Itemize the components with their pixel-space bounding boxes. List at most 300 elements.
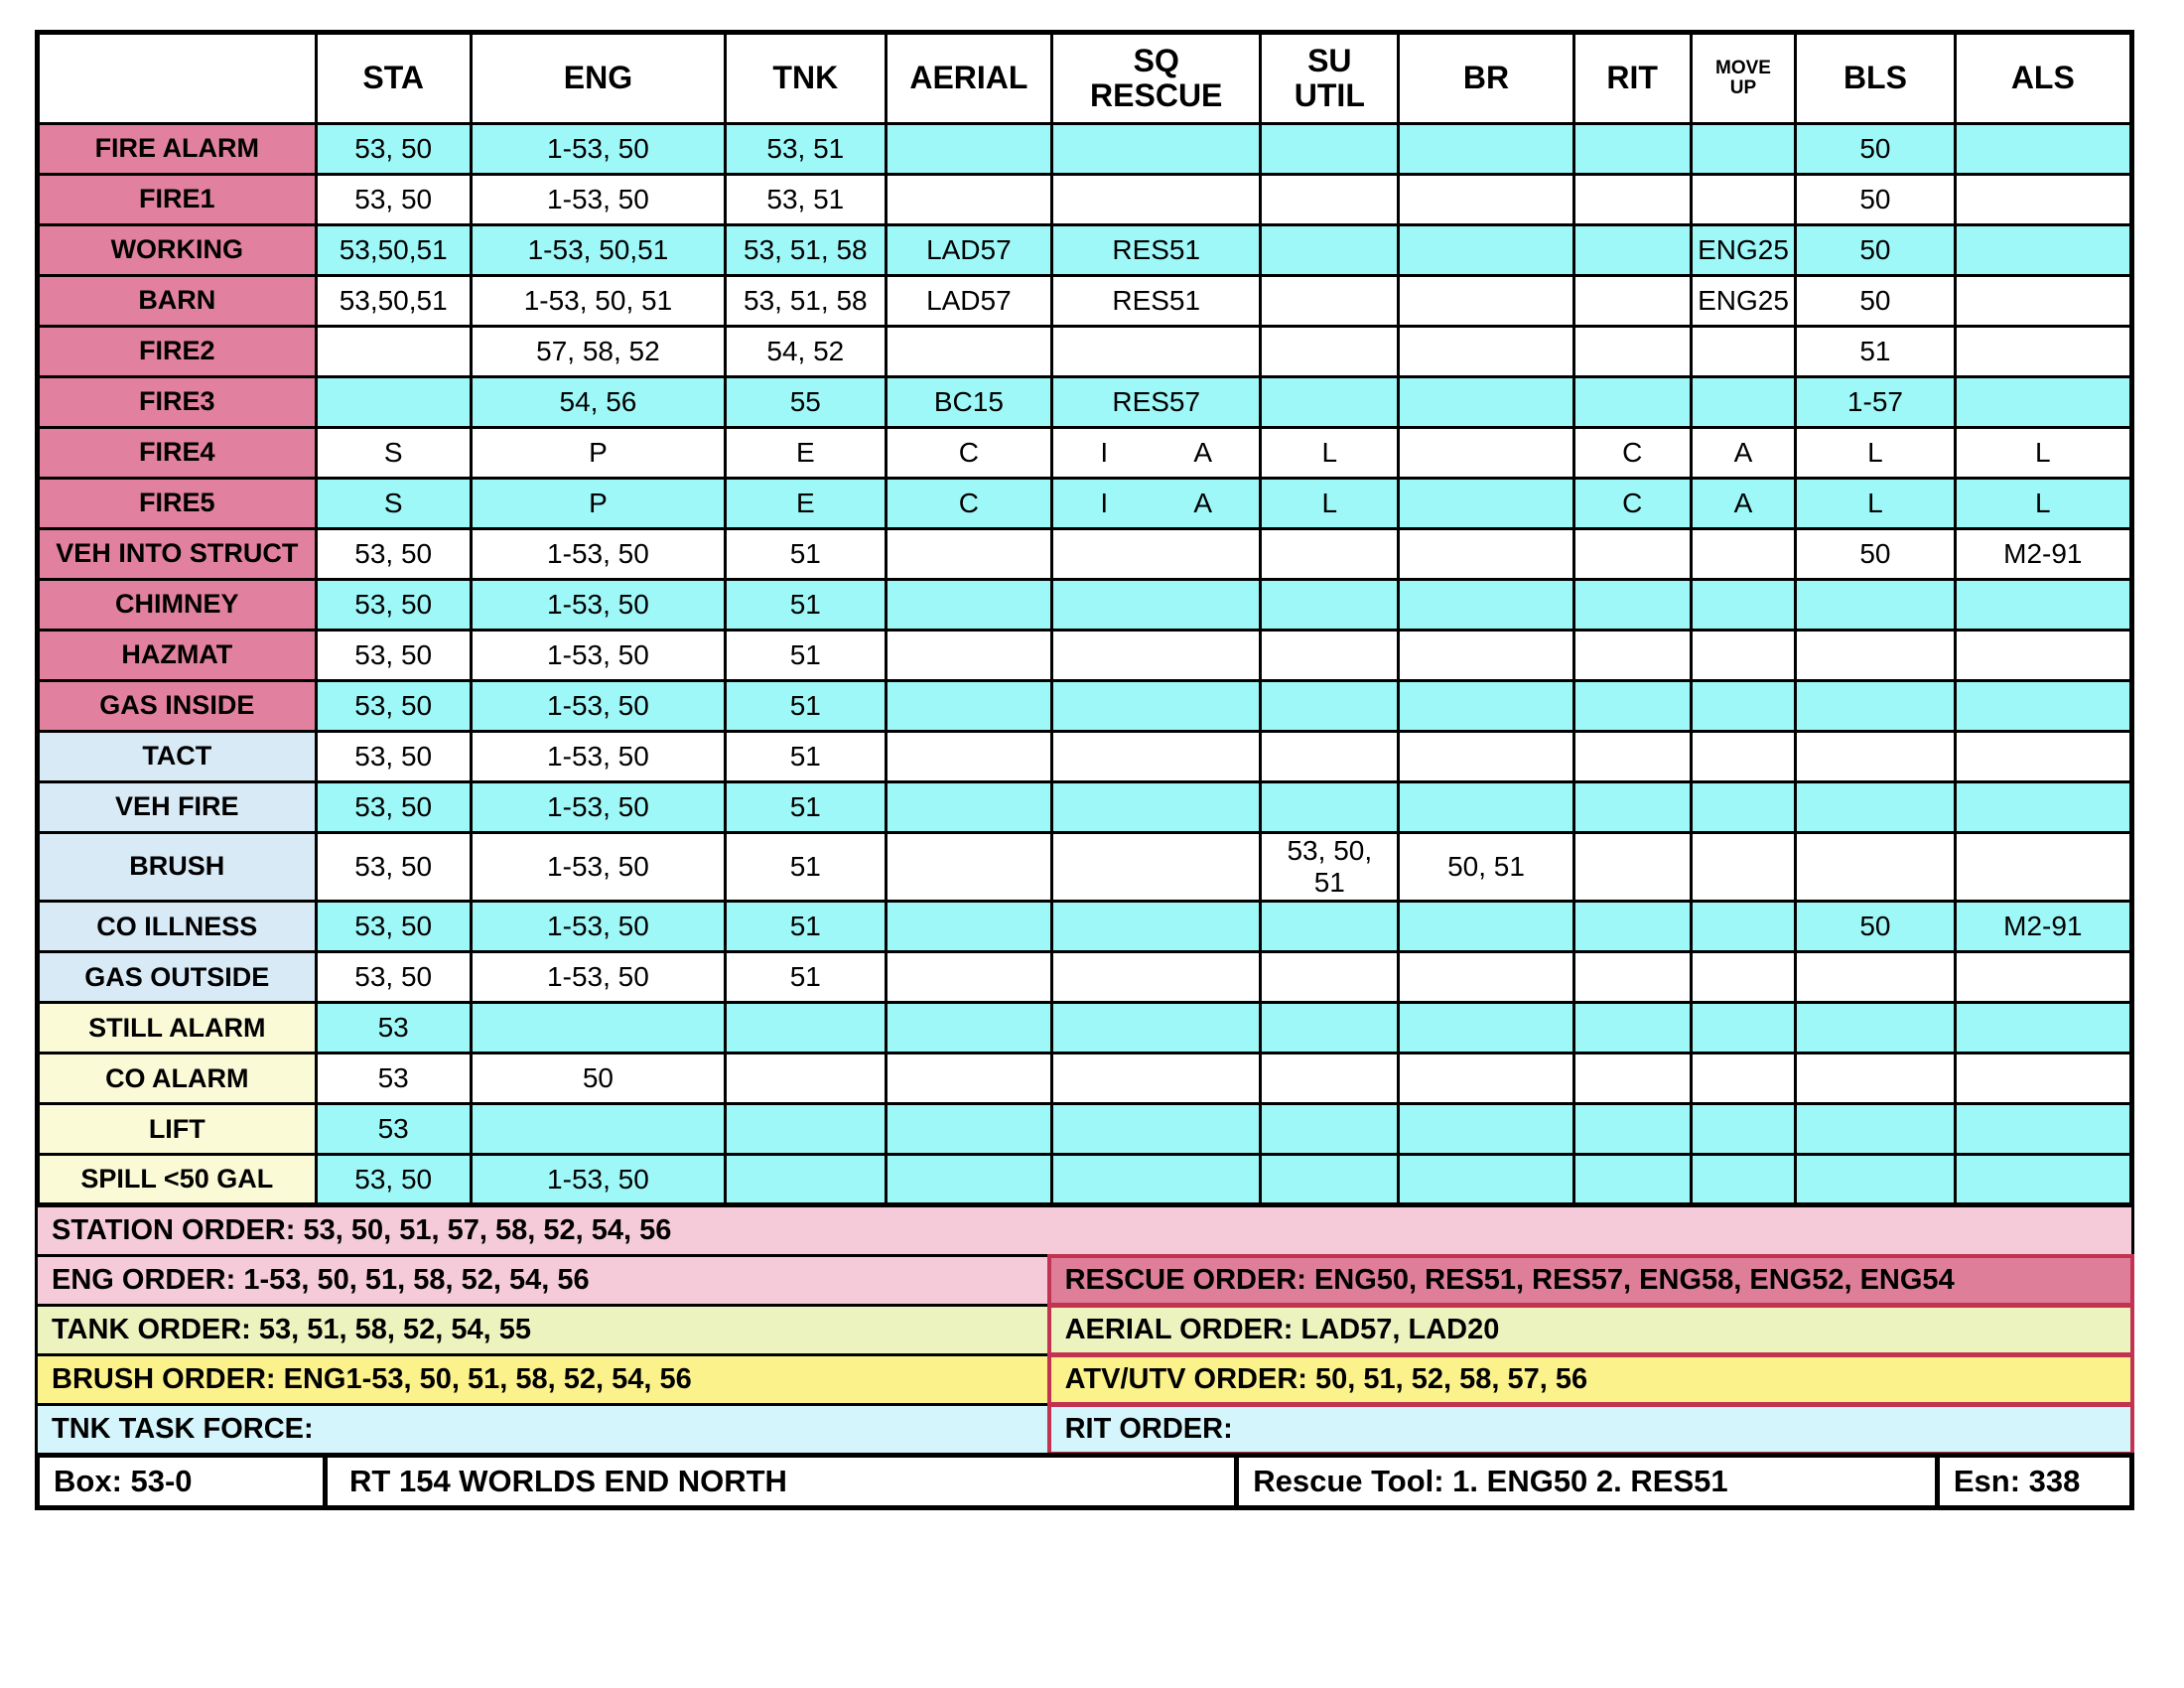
cell-value: 51: [789, 537, 821, 569]
cell-barn-aerial: [886, 276, 1052, 327]
cell-gas-inside-tnk: [726, 681, 886, 732]
cell-gas-outside-rit: [1573, 952, 1691, 1003]
cell-value: P: [589, 487, 608, 518]
cell-fire4-als: [1955, 428, 2131, 479]
cell-letter: I: [1100, 487, 1109, 518]
cell-value: L: [1321, 436, 1338, 468]
brush-order-cell: BRUSH ORDER: ENG1-53, 50, 51, 58, 52, 54, 56: [35, 1353, 1050, 1406]
cell-co-alarm-bls: [1796, 1054, 1955, 1104]
row-gas-outside: [38, 952, 2132, 1003]
cell-working-su-util: [1261, 225, 1399, 276]
cell-value: 50: [1859, 284, 1891, 316]
cell-spill-50-gal-rit: [1573, 1155, 1691, 1205]
cell-value: C: [958, 487, 979, 518]
cell-working-sq-rescue: [1052, 225, 1261, 276]
cell-tact-moveup: [1691, 732, 1796, 782]
cell-gas-inside-rit: [1573, 681, 1691, 732]
cell-lift-moveup: [1691, 1104, 1796, 1155]
cell-tact-tnk: [726, 732, 886, 782]
cell-working-als: [1955, 225, 2131, 276]
cell-fire1-tnk: [726, 175, 886, 225]
cell-gas-inside-br: [1399, 681, 1573, 732]
cell-gas-inside-sq-rescue: [1052, 681, 1261, 732]
cell-fire3-eng: [471, 377, 725, 428]
cell-value: 53: [377, 1113, 409, 1145]
row-label-spill-50-gal: SPILL <50 GAL: [38, 1155, 317, 1205]
cell-chimney-sq-rescue: [1052, 580, 1261, 631]
cell-lift-sta: [316, 1104, 471, 1155]
cell-barn-moveup: [1691, 276, 1796, 327]
cell-spill-50-gal-eng: [471, 1155, 725, 1205]
box-number: Box: 53-0: [35, 1453, 328, 1510]
cell-value: L: [1867, 487, 1883, 518]
cell-fire4-bls: [1796, 428, 1955, 479]
cell-working-br: [1399, 225, 1573, 276]
cell-co-alarm-sta: [316, 1054, 471, 1104]
cell-brush-als: [1955, 833, 2131, 902]
cell-fire1-br: [1399, 175, 1573, 225]
cell-value: LAD57: [926, 233, 1012, 265]
cell-gas-outside-su-util: [1261, 952, 1399, 1003]
row-label-fire3: FIRE3: [38, 377, 317, 428]
tank-order-cell: TANK ORDER: 53, 51, 58, 52, 54, 55: [35, 1304, 1050, 1356]
cell-value: 51: [789, 740, 821, 772]
cell-letter: A: [1193, 487, 1213, 518]
cell-value: 53, 50: [354, 851, 433, 883]
cell-co-alarm-als: [1955, 1054, 2131, 1104]
row-label-still-alarm: STILL ALARM: [38, 1003, 317, 1054]
row-label-hazmat: HAZMAT: [38, 631, 317, 681]
column-header-label: RIT: [1606, 60, 1658, 96]
cell-brush-bls: [1796, 833, 1955, 902]
cell-working-tnk: [726, 225, 886, 276]
cell-tact-bls: [1796, 732, 1955, 782]
cell-fire5-sta: [316, 479, 471, 529]
column-header-su-util: [1261, 33, 1399, 124]
cell-fire4-su-util: [1261, 428, 1399, 479]
cell-veh-into-struct-aerial: [886, 529, 1052, 580]
row-label-barn: BARN: [38, 276, 317, 327]
cell-fire3-moveup: [1691, 377, 1796, 428]
cell-value: L: [2035, 436, 2051, 468]
cell-gas-outside-bls: [1796, 952, 1955, 1003]
column-header-label: ENG: [563, 60, 633, 96]
cell-still-alarm-br: [1399, 1003, 1573, 1054]
cell-fire-alarm-rit: [1573, 124, 1691, 175]
cell-hazmat-eng: [471, 631, 725, 681]
cell-value: 1-53, 50: [547, 537, 649, 569]
cell-tact-su-util: [1261, 732, 1399, 782]
cell-veh-into-struct-moveup: [1691, 529, 1796, 580]
cell-chimney-bls: [1796, 580, 1955, 631]
row-chimney: [38, 580, 2132, 631]
rescue-order-cell: RESCUE ORDER: ENG50, RES51, RES57, ENG58, ENG52, ENG54: [1047, 1254, 2134, 1307]
cell-tact-als: [1955, 732, 2131, 782]
rescue-tool: Rescue Tool: 1. ENG50 2. RES51: [1234, 1453, 1940, 1510]
cell-still-alarm-su-util: [1261, 1003, 1399, 1054]
cell-co-illness-sq-rescue: [1052, 902, 1261, 952]
cell-value: 1-53, 50: [547, 183, 649, 214]
cell-fire1-aerial: [886, 175, 1052, 225]
column-header-label: STA: [362, 60, 424, 96]
column-header-label: SU UTIL: [1294, 42, 1365, 113]
cell-fire-alarm-su-util: [1261, 124, 1399, 175]
cell-fire4-eng: [471, 428, 725, 479]
cell-fire4-sq-rescue: [1052, 428, 1261, 479]
cell-working-sta: [316, 225, 471, 276]
cell-value: 51: [789, 588, 821, 620]
row-label-fire2: FIRE2: [38, 327, 317, 377]
cell-co-illness-eng: [471, 902, 725, 952]
cell-fire1-su-util: [1261, 175, 1399, 225]
cell-gas-outside-sta: [316, 952, 471, 1003]
cell-veh-fire-su-util: [1261, 782, 1399, 833]
cell-value: E: [795, 487, 815, 518]
cell-fire5-su-util: [1261, 479, 1399, 529]
atv-utv-order-cell: ATV/UTV ORDER: 50, 51, 52, 58, 57, 56: [1047, 1353, 2134, 1406]
cell-value: 51: [789, 911, 821, 942]
cell-still-alarm-tnk: [726, 1003, 886, 1054]
cell-co-illness-sta: [316, 902, 471, 952]
row-co-illness: [38, 902, 2132, 952]
cell-fire-alarm-als: [1955, 124, 2131, 175]
cell-brush-br: [1399, 833, 1573, 902]
cell-fire-alarm-eng: [471, 124, 725, 175]
cell-lift-br: [1399, 1104, 1573, 1155]
cell-value: 1-53, 50, 51: [523, 284, 673, 316]
cell-brush-rit: [1573, 833, 1691, 902]
cell-co-alarm-moveup: [1691, 1054, 1796, 1104]
row-lift: [38, 1104, 2132, 1155]
cell-value: 53, 51, 58: [744, 233, 868, 265]
column-header-label: AERIAL: [909, 60, 1028, 96]
cell-barn-sta: [316, 276, 471, 327]
cell-co-illness-bls: [1796, 902, 1955, 952]
cell-fire1-sta: [316, 175, 471, 225]
cell-veh-into-struct-tnk: [726, 529, 886, 580]
cell-veh-fire-aerial: [886, 782, 1052, 833]
cell-value: 53, 50: [354, 740, 433, 772]
cell-gas-inside-als: [1955, 681, 2131, 732]
cell-value: A: [1733, 487, 1753, 518]
cell-working-aerial: [886, 225, 1052, 276]
cell-value: M2-91: [2003, 911, 2083, 942]
cell-value: 1-53, 50: [547, 1163, 649, 1195]
cell-gas-outside-sq-rescue: [1052, 952, 1261, 1003]
row-label-veh-into-struct: VEH INTO STRUCT: [38, 529, 317, 580]
cell-gas-outside-eng: [471, 952, 725, 1003]
column-header-rit: [1573, 33, 1691, 124]
header-row: [38, 33, 2132, 124]
column-header-moveup: [1691, 33, 1796, 124]
cell-spill-50-gal-moveup: [1691, 1155, 1796, 1205]
cell-veh-into-struct-eng: [471, 529, 725, 580]
cell-hazmat-su-util: [1261, 631, 1399, 681]
cell-value: 51: [789, 851, 821, 883]
cell-value: 53, 50: [354, 790, 433, 822]
cell-barn-eng: [471, 276, 725, 327]
cell-chimney-aerial: [886, 580, 1052, 631]
row-label-fire5: FIRE5: [38, 479, 317, 529]
station-order-cell: STATION ORDER: 53, 50, 51, 57, 58, 52, 54, 56: [35, 1204, 2134, 1257]
cell-value: L: [1321, 487, 1338, 518]
cell-working-eng: [471, 225, 725, 276]
cell-fire2-su-util: [1261, 327, 1399, 377]
aerial-order-cell: AERIAL ORDER: LAD57, LAD20: [1047, 1304, 2134, 1356]
cell-hazmat-tnk: [726, 631, 886, 681]
cell-value: 53,50,51: [339, 233, 448, 265]
cell-value: 53, 50: [354, 961, 433, 993]
cell-value: BC15: [933, 385, 1004, 417]
cell-value: 53: [377, 1062, 409, 1094]
cell-fire4-aerial: [886, 428, 1052, 479]
column-header-bls: [1796, 33, 1955, 124]
cell-value: 53,50,51: [339, 284, 448, 316]
cell-value: 51: [789, 790, 821, 822]
cell-fire-alarm-bls: [1796, 124, 1955, 175]
cell-still-alarm-sq-rescue: [1052, 1003, 1261, 1054]
cell-gas-outside-br: [1399, 952, 1573, 1003]
cell-spill-50-gal-sta: [316, 1155, 471, 1205]
cell-value: 57, 58, 52: [536, 335, 660, 366]
cell-veh-into-struct-rit: [1573, 529, 1691, 580]
cell-gas-inside-moveup: [1691, 681, 1796, 732]
cell-still-alarm-aerial: [886, 1003, 1052, 1054]
cell-value: 1-53, 50: [547, 740, 649, 772]
cell-fire-alarm-sta: [316, 124, 471, 175]
cell-value: M2-91: [2003, 537, 2083, 569]
cell-tact-sta: [316, 732, 471, 782]
cell-value: C: [1622, 436, 1643, 468]
cell-fire5-br: [1399, 479, 1573, 529]
cell-fire2-tnk: [726, 327, 886, 377]
cell-veh-fire-rit: [1573, 782, 1691, 833]
cell-value: 1-57: [1846, 385, 1903, 417]
cell-co-alarm-eng: [471, 1054, 725, 1104]
cell-veh-into-struct-su-util: [1261, 529, 1399, 580]
cell-spill-50-gal-sq-rescue: [1052, 1155, 1261, 1205]
cell-fire2-als: [1955, 327, 2131, 377]
cell-value: RES51: [1112, 284, 1201, 316]
cell-barn-bls: [1796, 276, 1955, 327]
tnk-task-force-cell: TNK TASK FORCE:: [35, 1403, 1050, 1456]
cell-veh-into-struct-br: [1399, 529, 1573, 580]
column-header-sta: [316, 33, 471, 124]
cell-value: 50: [1859, 537, 1891, 569]
cell-barn-rit: [1573, 276, 1691, 327]
cell-hazmat-aerial: [886, 631, 1052, 681]
cell-value: S: [383, 436, 403, 468]
column-header-br: [1399, 33, 1573, 124]
cell-fire1-rit: [1573, 175, 1691, 225]
cell-value: 1-53, 50: [547, 689, 649, 721]
cell-veh-fire-eng: [471, 782, 725, 833]
cell-barn-sq-rescue: [1052, 276, 1261, 327]
cell-veh-fire-tnk: [726, 782, 886, 833]
cell-letter: I: [1100, 436, 1109, 468]
row-label-working: WORKING: [38, 225, 317, 276]
row-label-co-alarm: CO ALARM: [38, 1054, 317, 1104]
row-working: [38, 225, 2132, 276]
cell-fire3-als: [1955, 377, 2131, 428]
cell-value: 50: [1859, 132, 1891, 164]
row-fire2: [38, 327, 2132, 377]
cell-value: 50: [582, 1062, 614, 1094]
cell-chimney-br: [1399, 580, 1573, 631]
cell-gas-outside-moveup: [1691, 952, 1796, 1003]
cell-veh-fire-sq-rescue: [1052, 782, 1261, 833]
cell-hazmat-als: [1955, 631, 2131, 681]
cell-barn-als: [1955, 276, 2131, 327]
cell-brush-su-util: [1261, 833, 1399, 902]
cell-hazmat-bls: [1796, 631, 1955, 681]
cell-hazmat-sq-rescue: [1052, 631, 1261, 681]
cell-tact-br: [1399, 732, 1573, 782]
cell-fire1-moveup: [1691, 175, 1796, 225]
cell-gas-inside-bls: [1796, 681, 1955, 732]
cell-value: 50: [1859, 183, 1891, 214]
cell-value: 51: [789, 638, 821, 670]
cell-value: LAD57: [926, 284, 1012, 316]
cell-value: L: [1867, 436, 1883, 468]
cell-lift-bls: [1796, 1104, 1955, 1155]
cell-fire2-sq-rescue: [1052, 327, 1261, 377]
cell-hazmat-sta: [316, 631, 471, 681]
cell-fire1-sq-rescue: [1052, 175, 1261, 225]
eng-order-cell: ENG ORDER: 1-53, 50, 51, 58, 52, 54, 56: [35, 1254, 1050, 1307]
cell-fire1-bls: [1796, 175, 1955, 225]
box-info-row: [35, 1453, 2134, 1510]
cell-co-illness-moveup: [1691, 902, 1796, 952]
cell-value: C: [1622, 487, 1643, 518]
row-label-brush: BRUSH: [38, 833, 317, 902]
cell-fire-alarm-tnk: [726, 124, 886, 175]
cell-tact-aerial: [886, 732, 1052, 782]
cell-brush-sq-rescue: [1052, 833, 1261, 902]
row-label-gas-inside: GAS INSIDE: [38, 681, 317, 732]
column-header-aerial: [886, 33, 1052, 124]
cell-value: 53, 50: [354, 132, 433, 164]
cell-fire2-moveup: [1691, 327, 1796, 377]
row-gas-inside: [38, 681, 2132, 732]
column-header-label: MOVEUP: [1715, 57, 1771, 98]
column-header-label: TNK: [772, 60, 839, 96]
row-hazmat: [38, 631, 2132, 681]
row-brush: [38, 833, 2132, 902]
cell-value: 1-53, 50,51: [527, 233, 669, 265]
cell-value: 1-53, 50: [547, 790, 649, 822]
cell-fire3-su-util: [1261, 377, 1399, 428]
row-label-fire4: FIRE4: [38, 428, 317, 479]
cell-lift-rit: [1573, 1104, 1691, 1155]
cell-fire5-als: [1955, 479, 2131, 529]
row-fire4: [38, 428, 2132, 479]
cell-veh-fire-br: [1399, 782, 1573, 833]
cell-veh-fire-sta: [316, 782, 471, 833]
cell-value: 55: [789, 385, 821, 417]
cell-gas-inside-sta: [316, 681, 471, 732]
row-label-co-illness: CO ILLNESS: [38, 902, 317, 952]
cell-value: 51: [1859, 335, 1891, 366]
cell-fire2-rit: [1573, 327, 1691, 377]
station-order-row: [35, 1204, 2134, 1257]
cell-fire1-eng: [471, 175, 725, 225]
cell-brush-moveup: [1691, 833, 1796, 902]
cell-fire4-br: [1399, 428, 1573, 479]
cell-lift-als: [1955, 1104, 2131, 1155]
row-label-gas-outside: GAS OUTSIDE: [38, 952, 317, 1003]
cell-value: 1-53, 50: [547, 851, 649, 883]
cell-fire5-sq-rescue: [1052, 479, 1261, 529]
cell-value: A: [1733, 436, 1753, 468]
cell-lift-eng: [471, 1104, 725, 1155]
cell-value: 54, 56: [559, 385, 637, 417]
tank-aerial-order-row: [35, 1304, 2134, 1356]
cell-working-bls: [1796, 225, 1955, 276]
cell-fire1-als: [1955, 175, 2131, 225]
cell-fire4-tnk: [726, 428, 886, 479]
cell-tact-rit: [1573, 732, 1691, 782]
cell-value: 53, 50, 51: [1287, 835, 1373, 899]
cell-co-alarm-sq-rescue: [1052, 1054, 1261, 1104]
row-label-lift: LIFT: [38, 1104, 317, 1155]
cell-value: 50, 51: [1447, 851, 1525, 883]
cell-value: 1-53, 50: [547, 132, 649, 164]
cell-gas-inside-eng: [471, 681, 725, 732]
run-card-sheet: [35, 30, 2134, 1510]
cell-value: 53, 50: [354, 689, 433, 721]
column-header-label: BR: [1462, 60, 1510, 96]
cell-co-alarm-su-util: [1261, 1054, 1399, 1104]
cell-chimney-sta: [316, 580, 471, 631]
cell-fire-alarm-aerial: [886, 124, 1052, 175]
cell-value: ENG25: [1698, 233, 1789, 265]
cell-value: C: [958, 436, 979, 468]
cell-fire5-moveup: [1691, 479, 1796, 529]
cell-spill-50-gal-aerial: [886, 1155, 1052, 1205]
cell-fire2-aerial: [886, 327, 1052, 377]
cell-value: 53, 50: [354, 183, 433, 214]
cell-fire2-bls: [1796, 327, 1955, 377]
cell-fire-alarm-br: [1399, 124, 1573, 175]
tnk-rit-order-row: [35, 1403, 2134, 1456]
cell-fire3-tnk: [726, 377, 886, 428]
cell-value: 53: [377, 1012, 409, 1044]
cell-co-alarm-br: [1399, 1054, 1573, 1104]
cell-fire2-br: [1399, 327, 1573, 377]
column-header-label: BLS: [1843, 60, 1907, 96]
cell-veh-into-struct-sta: [316, 529, 471, 580]
cell-fire-alarm-sq-rescue: [1052, 124, 1261, 175]
cell-value: 53, 50: [354, 588, 433, 620]
cell-value: 53, 50: [354, 537, 433, 569]
cell-veh-into-struct-bls: [1796, 529, 1955, 580]
esn-number: Esn: 338: [1935, 1453, 2134, 1510]
cell-fire5-bls: [1796, 479, 1955, 529]
cell-value: 53, 50: [354, 1163, 433, 1195]
cell-co-illness-rit: [1573, 902, 1691, 952]
row-label-chimney: CHIMNEY: [38, 580, 317, 631]
cell-fire3-rit: [1573, 377, 1691, 428]
row-barn: [38, 276, 2132, 327]
cell-lift-tnk: [726, 1104, 886, 1155]
cell-chimney-rit: [1573, 580, 1691, 631]
column-header-label: SQ RESCUE: [1090, 42, 1223, 113]
cell-fire4-sta: [316, 428, 471, 479]
cell-chimney-eng: [471, 580, 725, 631]
row-tact: [38, 732, 2132, 782]
cell-value: RES57: [1112, 385, 1201, 417]
